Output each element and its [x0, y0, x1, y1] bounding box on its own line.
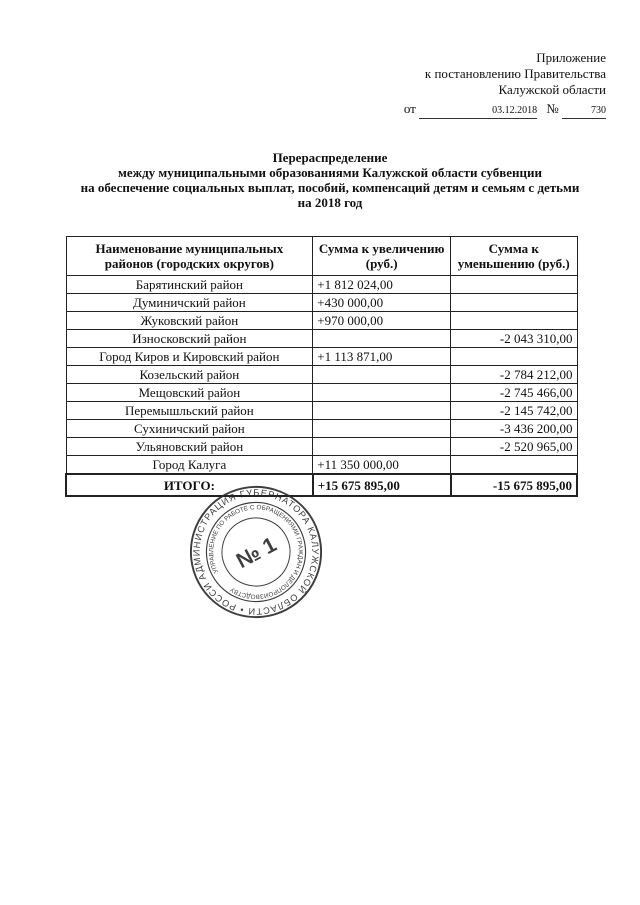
district-name-cell: Думиничский район [66, 294, 313, 312]
redistribution-table [65, 236, 578, 497]
seal-inner-text: УПРАВЛЕНИЕ ПО РАБОТЕ С ОБРАЩЕНИЯМИ ГРАЖДАН И ДЕЛОПРОИЗВОДСТВУ [208, 504, 304, 600]
increase-amount-cell [313, 366, 451, 384]
decrease-amount-cell: -3 436 200,00 [451, 420, 577, 438]
table-row [66, 384, 577, 402]
header-district: Наименование муниципальных районов (городских округов) [66, 237, 313, 276]
district-name-cell: Перемышльский район [66, 402, 313, 420]
decrease-amount-cell [451, 294, 577, 312]
document-title [40, 150, 620, 210]
table-row [66, 456, 577, 475]
number-prefix: № [546, 101, 559, 116]
increase-amount-cell: +970 000,00 [313, 312, 451, 330]
district-name-cell: Жуковский район [66, 312, 313, 330]
title-line-1: Перераспределение [272, 150, 388, 165]
attachment-block [366, 50, 606, 98]
total-increase: +15 675 895,00 [313, 474, 451, 496]
decrease-amount-cell [451, 348, 577, 366]
table-row [66, 438, 577, 456]
attachment-decree: к постановлению Правительства [424, 66, 606, 81]
district-name-cell: Сухиничский район [66, 420, 313, 438]
decrease-amount-cell: -2 784 212,00 [451, 366, 577, 384]
header-decrease: Сумма к уменьшению (руб.) [451, 237, 577, 276]
decree-date-number [404, 101, 606, 119]
table-row [66, 294, 577, 312]
total-decrease: -15 675 895,00 [451, 474, 577, 496]
district-name-cell: Козельский район [66, 366, 313, 384]
decrease-amount-cell: -2 520 965,00 [451, 438, 577, 456]
table-header-row [66, 237, 577, 276]
table-row [66, 348, 577, 366]
title-line-3: на обеспечение социальных выплат, пособий, компенсаций детям и семьям с детьми [80, 180, 580, 195]
table-row [66, 402, 577, 420]
increase-amount-cell: +1 113 871,00 [313, 348, 451, 366]
attachment-label: Приложение [536, 50, 606, 65]
title-line-2: между муниципальными образованиями Калужской области субвенции [118, 165, 542, 180]
header-increase: Сумма к увеличению (руб.) [313, 237, 451, 276]
table-row [66, 312, 577, 330]
increase-amount-cell [313, 420, 451, 438]
decrease-amount-cell: -2 043 310,00 [451, 330, 577, 348]
seal-outer-text: АДМИНИСТРАЦИЯ ГУБЕРНАТОРА КАЛУЖСКОЙ ОБЛАСТИ • РОССИЙСКАЯ [191, 487, 321, 617]
district-name-cell: Ульяновский район [66, 438, 313, 456]
district-name-cell: Мещовский район [66, 384, 313, 402]
table-row [66, 276, 577, 294]
table-row [66, 420, 577, 438]
district-name-cell: Износковский район [66, 330, 313, 348]
attachment-region: Калужской области [498, 82, 606, 97]
title-line-4: на 2018 год [297, 195, 363, 210]
date-prefix: от [403, 101, 416, 116]
table-row [66, 330, 577, 348]
decrease-amount-cell [451, 312, 577, 330]
district-name-cell: Город Киров и Кировский район [66, 348, 313, 366]
decrease-amount-cell [451, 276, 577, 294]
decrease-amount-cell [451, 456, 577, 475]
decree-date: 03.12.2018 [419, 104, 537, 119]
table-body [66, 276, 577, 475]
official-seal [188, 484, 324, 620]
table-row [66, 366, 577, 384]
seal-number: № 1 [232, 532, 281, 574]
decrease-amount-cell: -2 145 742,00 [451, 402, 577, 420]
increase-amount-cell: +11 350 000,00 [313, 456, 451, 475]
total-label: ИТОГО: [66, 474, 313, 496]
increase-amount-cell [313, 384, 451, 402]
district-name-cell: Барятинский район [66, 276, 313, 294]
decree-number: 730 [562, 104, 606, 119]
decrease-amount-cell: -2 745 466,00 [451, 384, 577, 402]
increase-amount-cell [313, 330, 451, 348]
increase-amount-cell [313, 438, 451, 456]
increase-amount-cell [313, 402, 451, 420]
increase-amount-cell: +430 000,00 [313, 294, 451, 312]
increase-amount-cell: +1 812 024,00 [313, 276, 451, 294]
district-name-cell: Город Калуга [66, 456, 313, 475]
